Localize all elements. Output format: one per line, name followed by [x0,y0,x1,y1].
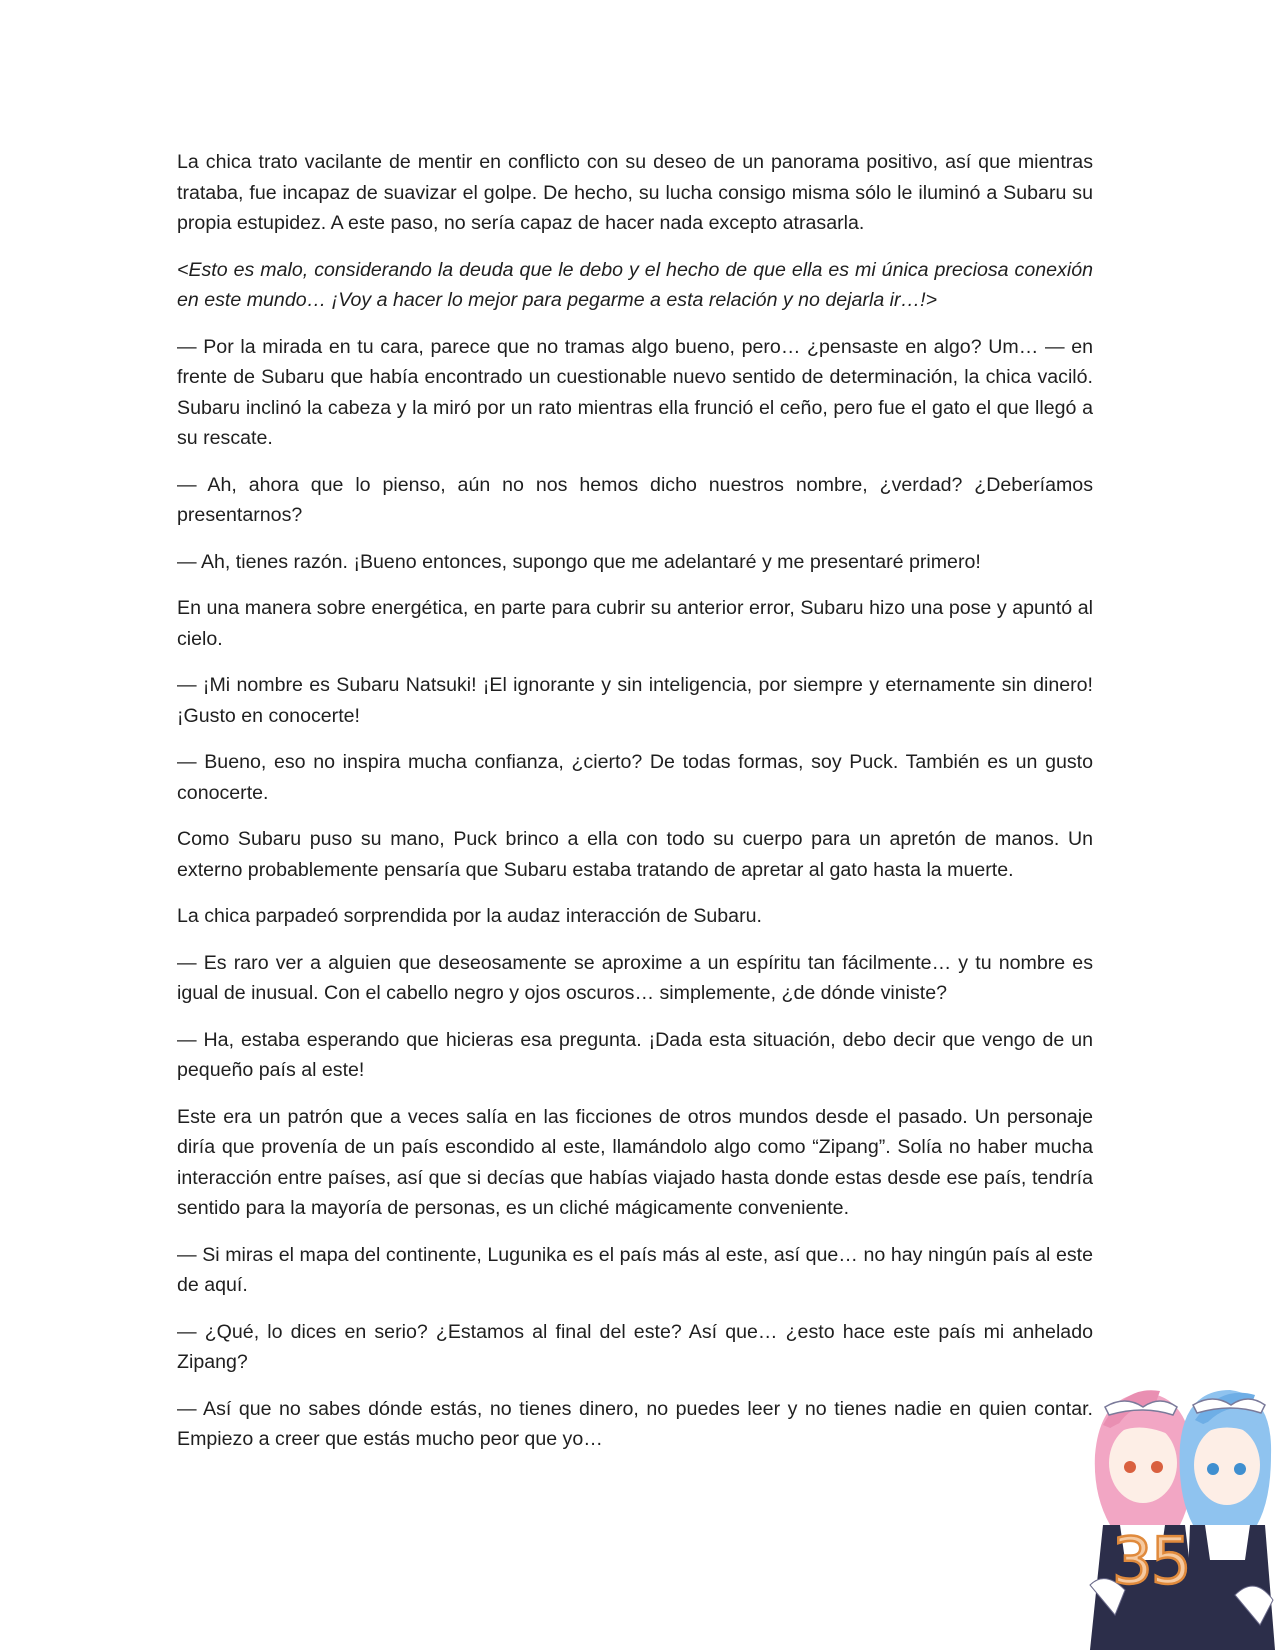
maid-twins-illustration-icon [1085,1385,1275,1650]
paragraph: — ¡Mi nombre es Subaru Natsuki! ¡El ignorante y sin inteligencia, por siempre y eternamente sin dinero! ¡Gusto en conocerte! [177,674,1093,727]
paragraph: La chica parpadeó sorprendida por la audaz interacción de Subaru. [177,905,762,927]
paragraph: — Ah, tienes razón. ¡Bueno entonces, supongo que me adelantaré y me presentaré primero! [177,550,981,573]
paragraph: — ¿Qué, lo dices en serio? ¿Estamos al final del este? Así que… ¿esto hace este país mi anhelado Zipang? [177,1320,1093,1373]
page-number: 35 [1112,1525,1190,1599]
paragraph: — Ha, estaba esperando que hicieras esa pregunta. ¡Dada esta situación, debo decir que vengo de un pequeño país al este! [177,1028,1093,1081]
paragraph: — Así que no sabes dónde estás, no tienes dinero, no puedes leer y no tienes nadie en quien contar. Empiezo a creer que estás mucho peor que yo… [177,1397,1093,1450]
paragraph-thought: <Esto es malo, considerando la deuda que le debo y el hecho de que ella es mi única preciosa conexión en este mundo… ¡Voy a hacer lo mejor para pegarme a esta relación y no dejarla ir…!> [177,258,1093,311]
paragraph: — Ah, ahora que lo pienso, aún no nos hemos dicho nuestros nombre, ¿verdad? ¿Deberíamos presentarnos? [177,473,1093,526]
paragraph: — Es raro ver a alguien que deseosamente se aproxime a un espíritu tan fácilmente… y tu nombre es igual de inusual. Con el cabello negro y ojos oscuros… simplemente, ¿de dónde viniste? [177,951,1093,1004]
paragraph: Como Subaru puso su mano, Puck brinco a ella con todo su cuerpo para un apretón de manos. Un externo probablemente pensaría que Subaru estaba tratando de apretar al gato hasta la muerte. [177,828,1093,881]
paragraph: Este era un patrón que a veces salía en las ficciones de otros mundos desde el pasado. Un personaje diría que provenía de un país escondido al este, llamándolo algo como “Zipang”. Solía no haber mucha interacción entre países, así que si decías que habías viajado hasta donde estas desde ese país, tendría sentido para la mayoría de personas, es un cliché mágicamente conveniente. [177,1105,1093,1219]
paragraph: En una manera sobre energética, en parte para cubrir su anterior error, Subaru hizo una pose y apuntó al cielo. [177,597,1093,650]
page-body [177,147,1093,1471]
paragraph: — Bueno, eso no inspira mucha confianza, ¿cierto? De todas formas, soy Puck. También es un gusto conocerte. [177,751,1093,804]
blue-maid-figure [1180,1390,1275,1650]
paragraph: — Por la mirada en tu cara, parece que no tramas algo bueno, pero… ¿pensaste en algo? Um… — en frente de Subaru que había encontrado un cuestionable nuevo sentido de determinación, la chica vaciló. Subaru inclinó la cabeza y la miró por un rato mientras ella frunció el ceño, pero fue el gato el que llegó a su rescate. [177,335,1093,449]
paragraph: — Si miras el mapa del continente, Lugunika es el país más al este, así que… no hay ningún país al este de aquí. [177,1243,1093,1296]
paragraph: La chica trato vacilante de mentir en conflicto con su deseo de un panorama positivo, así que mientras trataba, fue incapaz de suavizar el golpe. De hecho, su lucha consigo misma sólo le iluminó a Subaru su propia estupidez. A este paso, no sería capaz de hacer nada excepto atrasarla. [177,151,1093,234]
